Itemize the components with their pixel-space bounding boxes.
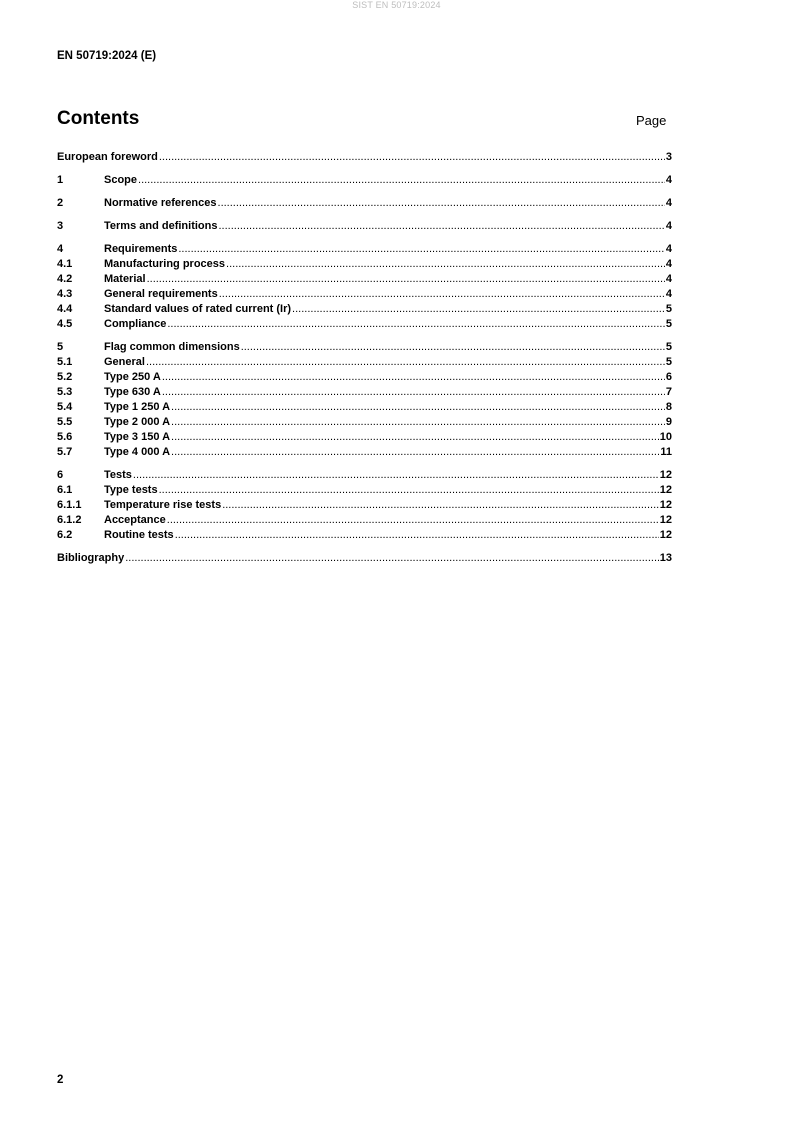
toc-entry-page: 12 [659,514,672,526]
toc-dot-leader [146,355,665,370]
toc-entry-page: 10 [659,431,672,443]
toc-entry-number: 5.2 [57,371,73,383]
toc-entry-page: 3 [665,151,672,163]
toc-entry-page: 4 [665,273,672,285]
toc-entry-title: Normative references [104,197,217,209]
toc-dot-leader [167,317,665,332]
toc-entry[interactable] [57,528,672,543]
toc-entry-page: 4 [665,220,672,232]
toc-entry[interactable] [57,385,672,400]
toc-entry[interactable] [57,415,672,430]
toc-entry[interactable] [57,173,672,188]
toc-entry[interactable] [57,302,672,317]
toc-dot-leader [226,257,665,272]
toc-entry[interactable] [57,400,672,415]
toc-dot-leader [133,468,659,483]
toc-entry-number: 4.2 [57,273,73,285]
toc-entry-title: Type 3 150 A [104,431,171,443]
toc-entry[interactable] [57,272,672,287]
toc-entry-page: 4 [665,174,672,186]
toc-entry-page: 8 [665,401,672,413]
toc-entry-title: Manufacturing process [104,258,226,270]
toc-entry-title: Flag common dimensions [104,341,240,353]
toc-entry-title: Type 1 250 A [104,401,171,413]
toc-entry[interactable] [57,150,672,165]
toc-dot-leader [218,219,664,234]
table-of-contents [57,150,672,566]
toc-entry-title: Temperature rise tests [104,499,222,511]
toc-entry-number: 4.3 [57,288,73,300]
toc-entry-title: Requirements [104,243,178,255]
toc-entry-number: 1 [57,174,64,186]
toc-dot-leader [171,430,659,445]
toc-entry-number: 2 [57,197,64,209]
toc-entry-page: 4 [665,243,672,255]
toc-entry-page: 5 [665,341,672,353]
toc-entry-page: 4 [665,288,672,300]
watermark: SIST EN 50719:2024 [352,0,441,10]
toc-dot-leader [125,551,659,566]
toc-entry[interactable] [57,468,672,483]
document-id: EN 50719:2024 (E) [57,50,157,62]
toc-entry-page: 12 [659,484,672,496]
toc-dot-leader [159,483,659,498]
toc-entry-page: 5 [665,303,672,315]
toc-entry[interactable] [57,219,672,234]
toc-entry-number: 6.1 [57,484,73,496]
toc-entry[interactable] [57,287,672,302]
toc-entry-page: 4 [665,197,672,209]
toc-entry-number: 5.3 [57,386,73,398]
contents-title: Contents [57,108,140,129]
toc-entry-title: European foreword [57,151,158,163]
toc-entry-title: General requirements [104,288,218,300]
toc-entry-number: 5.7 [57,446,73,458]
toc-entry-number: 4.5 [57,318,73,330]
toc-entry-title: Acceptance [104,514,166,526]
toc-entry-page: 7 [665,386,672,398]
toc-dot-leader [175,528,659,543]
toc-entry-page: 12 [659,499,672,511]
toc-dot-leader [222,498,659,513]
toc-dot-leader [147,272,665,287]
toc-entry-number: 6.1.2 [57,514,82,526]
toc-entry[interactable] [57,513,672,528]
toc-entry-number: 6.1.1 [57,499,82,511]
toc-entry-title: Type 4 000 A [104,446,171,458]
toc-entry-title: Material [104,273,146,285]
toc-entry-number: 5.4 [57,401,73,413]
toc-entry-title: Type 250 A [104,371,161,383]
toc-entry-number: 4 [57,243,64,255]
toc-entry[interactable] [57,370,672,385]
page-number: 2 [57,1074,64,1086]
toc-entry-title: Compliance [104,318,167,330]
toc-entry-number: 5 [57,341,64,353]
toc-entry-title: Type 2 000 A [104,416,171,428]
toc-dot-leader [138,173,665,188]
toc-entry-page: 5 [665,318,672,330]
toc-entry-title: Routine tests [104,529,174,541]
toc-entry-title: General [104,356,145,368]
toc-entry-page: 13 [659,552,672,564]
toc-entry[interactable] [57,483,672,498]
toc-dot-leader [171,445,659,460]
toc-entry-page: 9 [665,416,672,428]
toc-dot-leader [162,370,665,385]
toc-entry-number: 5.5 [57,416,73,428]
toc-entry[interactable] [57,498,672,513]
page-column-label: Page [636,113,667,128]
toc-entry-number: 5.6 [57,431,73,443]
toc-entry-page: 4 [665,258,672,270]
toc-entry[interactable] [57,445,672,460]
toc-entry-title: Type 630 A [104,386,161,398]
toc-entry[interactable] [57,317,672,332]
toc-entry[interactable] [57,340,672,355]
toc-dot-leader [167,513,659,528]
toc-dot-leader [178,242,665,257]
toc-entry-title: Bibliography [57,552,125,564]
toc-dot-leader [241,340,665,355]
toc-dot-leader [162,385,665,400]
toc-entry-number: 5.1 [57,356,73,368]
toc-entry-title: Type tests [104,484,158,496]
toc-entry[interactable] [57,196,672,211]
toc-entry-number: 3 [57,220,64,232]
toc-entry-page: 5 [665,356,672,368]
toc-entry-number: 4.1 [57,258,73,270]
toc-entry[interactable] [57,355,672,370]
toc-entry-title: Scope [104,174,138,186]
toc-entry[interactable] [57,257,672,272]
toc-entry-number: 6.2 [57,529,73,541]
toc-entry-title: Tests [104,469,132,481]
toc-entry[interactable] [57,551,672,566]
toc-dot-leader [219,287,665,302]
toc-dot-leader [171,400,665,415]
toc-entry-page: 12 [659,469,672,481]
toc-dot-leader [159,150,665,165]
toc-entry-number: 6 [57,469,64,481]
toc-entry-title: Terms and definitions [104,220,218,232]
toc-entry-page: 11 [660,446,672,458]
toc-entry-number: 4.4 [57,303,73,315]
toc-entry-title: Standard values of rated current (Ir) [104,303,292,315]
toc-entry[interactable] [57,242,672,257]
toc-dot-leader [292,302,665,317]
toc-dot-leader [171,415,665,430]
toc-entry[interactable] [57,430,672,445]
toc-entry-page: 6 [665,371,672,383]
toc-entry-page: 12 [659,529,672,541]
toc-dot-leader [218,196,665,211]
